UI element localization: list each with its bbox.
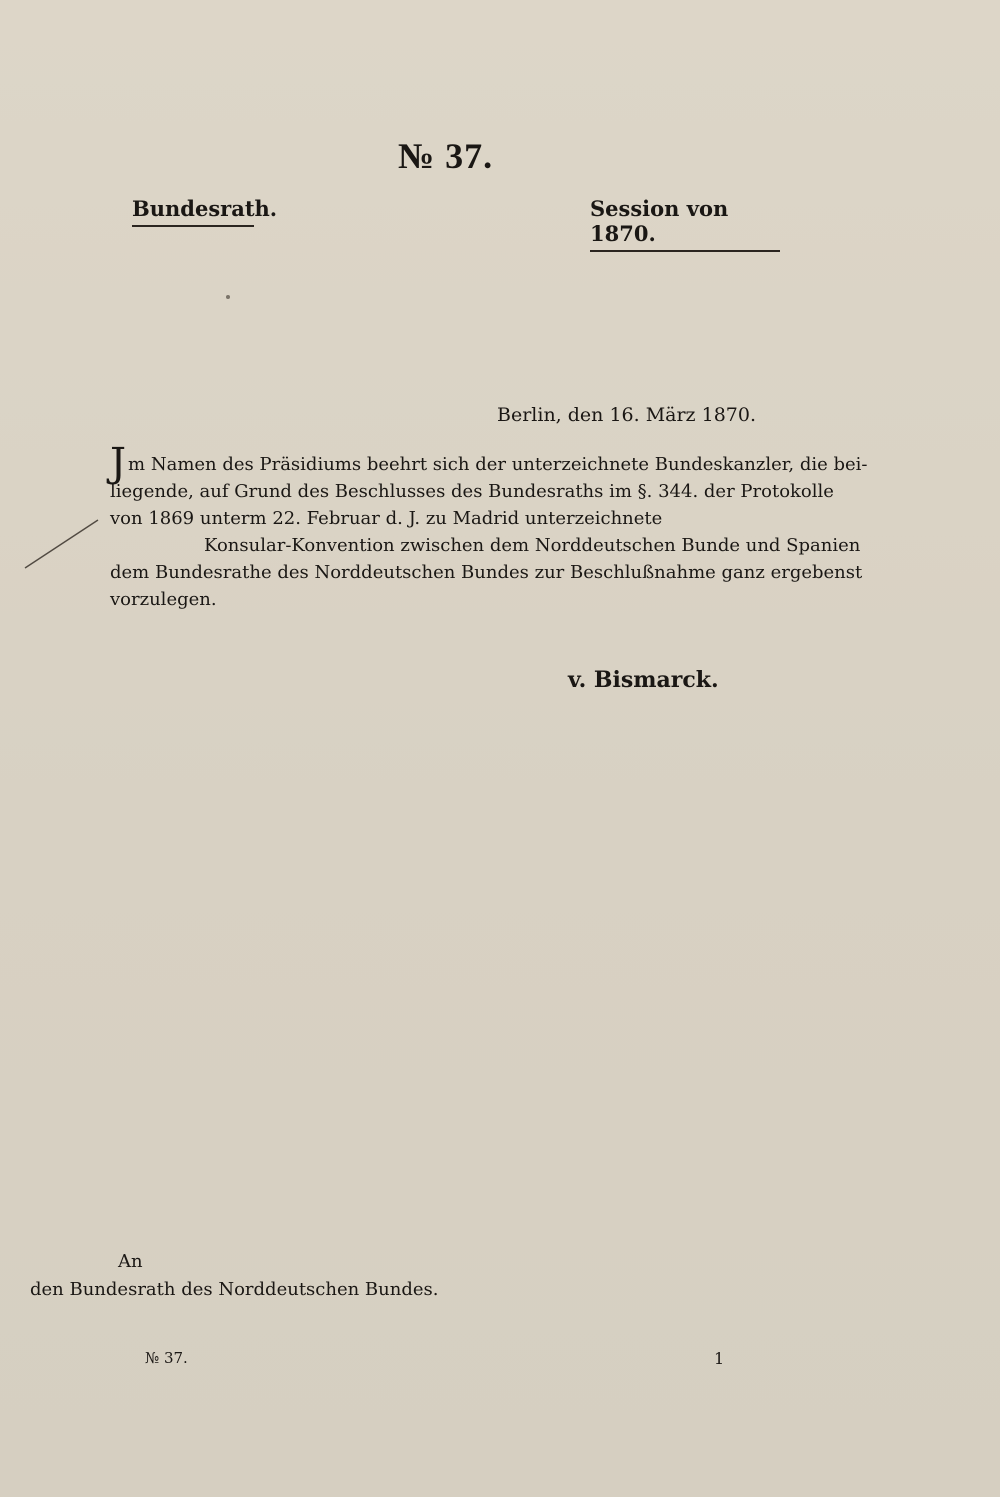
- page-number: 1: [714, 1349, 725, 1368]
- body-line-2: liegende, auf Grund des Beschlusses des Bundesraths im §. 344. der Protokolle: [110, 481, 834, 502]
- document-number: № 37.: [398, 136, 494, 176]
- body-line-1: Jm Namen des Präsidiums beehrt sich der unterzeichnete Bundeskanzler, die bei-: [110, 440, 868, 486]
- body-line-4: Konsular-Konvention zwischen dem Norddeutschen Bunde und Spanien: [204, 535, 861, 556]
- body-line-5: dem Bundesrathe des Norddeutschen Bundes zur Beschlußnahme ganz ergebenst: [110, 562, 863, 583]
- body-line-3: von 1869 unterm 22. Februar d. J. zu Madrid unterzeichnete: [110, 508, 663, 529]
- header-session: Session von 1870.: [590, 196, 780, 252]
- drop-initial: J: [110, 440, 127, 486]
- date-line: Berlin, den 16. März 1870.: [497, 404, 757, 426]
- footer-number: № 37.: [145, 1349, 188, 1367]
- body-line-6: vorzulegen.: [110, 589, 217, 610]
- ink-speck: [226, 295, 230, 299]
- signature: v. Bismarck.: [568, 667, 719, 693]
- addressee-line-2: den Bundesrath des Norddeutschen Bundes.: [30, 1279, 439, 1300]
- pencil-stroke-line: [25, 520, 98, 568]
- header-bundesrath: Bundesrath.: [132, 196, 254, 227]
- body-paragraph: [110, 440, 868, 613]
- addressee-line-1: An: [118, 1251, 143, 1272]
